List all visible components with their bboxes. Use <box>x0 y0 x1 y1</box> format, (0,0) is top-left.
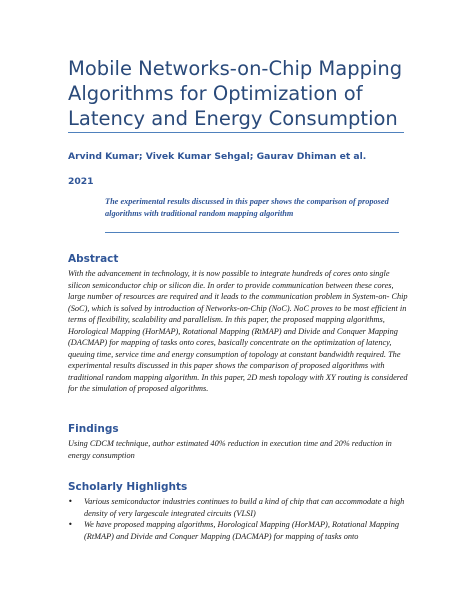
paper-title: Mobile Networks-on-Chip Mapping Algorithms for Optimization of Latency and Energy Consumption <box>68 57 403 130</box>
author-list: Arvind Kumar; Vivek Kumar Sehgal; Gaurav Dhiman et al. <box>68 151 367 162</box>
abstract-body: With the advancement in technology, it is now possible to integrate hundreds of cores onto single silicon semiconductor chip or silicon die. In order to provide communication between these cores, large number of resources are required and it leads to the communication problem in System-on- Chip (SoC), which is solved by introduction of Networks-on-Chip (NoC). NoC proves to be most efficient in terms of flexibility, scalability and parallelism. In this paper, the proposed mapping algorithms, Horological Mapping (HorMAP), Rotational Mapping (RtMAP) and Divide and Conquer Mapping (DACMAP) for mapping of tasks onto cores, basically concentrate on the optimization of latency, queuing time, service time and energy consumption of topology at constant bandwidth required. The experimental results discussed in this paper shows the comparison of proposed algorithms with traditional random mapping algorithm. In this paper, 2D mesh topology with XY routing is considered for the simulation of proposed algorithms. <box>68 269 408 393</box>
bullet-icon: • <box>68 520 73 529</box>
abstract-heading: Abstract <box>68 253 119 265</box>
highlight-item-text: We have proposed mapping algorithms, Horological Mapping (HorMAP), Rotational Mapping (RtMAP) and Divide and Conquer Mapping (DACMAP) for mapping of tasks onto <box>84 520 400 541</box>
highlight-item <box>68 519 408 542</box>
findings-heading: Findings <box>68 423 119 435</box>
highlight-item <box>68 496 408 519</box>
title-divider <box>68 132 404 133</box>
quote-divider <box>105 232 399 233</box>
highlight-quote: The experimental results discussed in this paper shows the comparison of proposed algorithms with traditional random mapping algorithm <box>105 197 389 218</box>
scholarly-highlights-list <box>68 496 408 542</box>
bullet-icon: • <box>68 497 73 506</box>
highlight-item-text: Various semiconductor industries continues to build a kind of chip that can accommodate a high density of very largescale integrated circuits (VLSI) <box>84 497 405 518</box>
publication-year: 2021 <box>68 176 94 187</box>
scholarly-highlights-heading: Scholarly Highlights <box>68 481 188 493</box>
findings-body: Using CDCM technique, author estimated 40% reduction in execution time and 20% reduction in energy consumption <box>68 439 392 460</box>
